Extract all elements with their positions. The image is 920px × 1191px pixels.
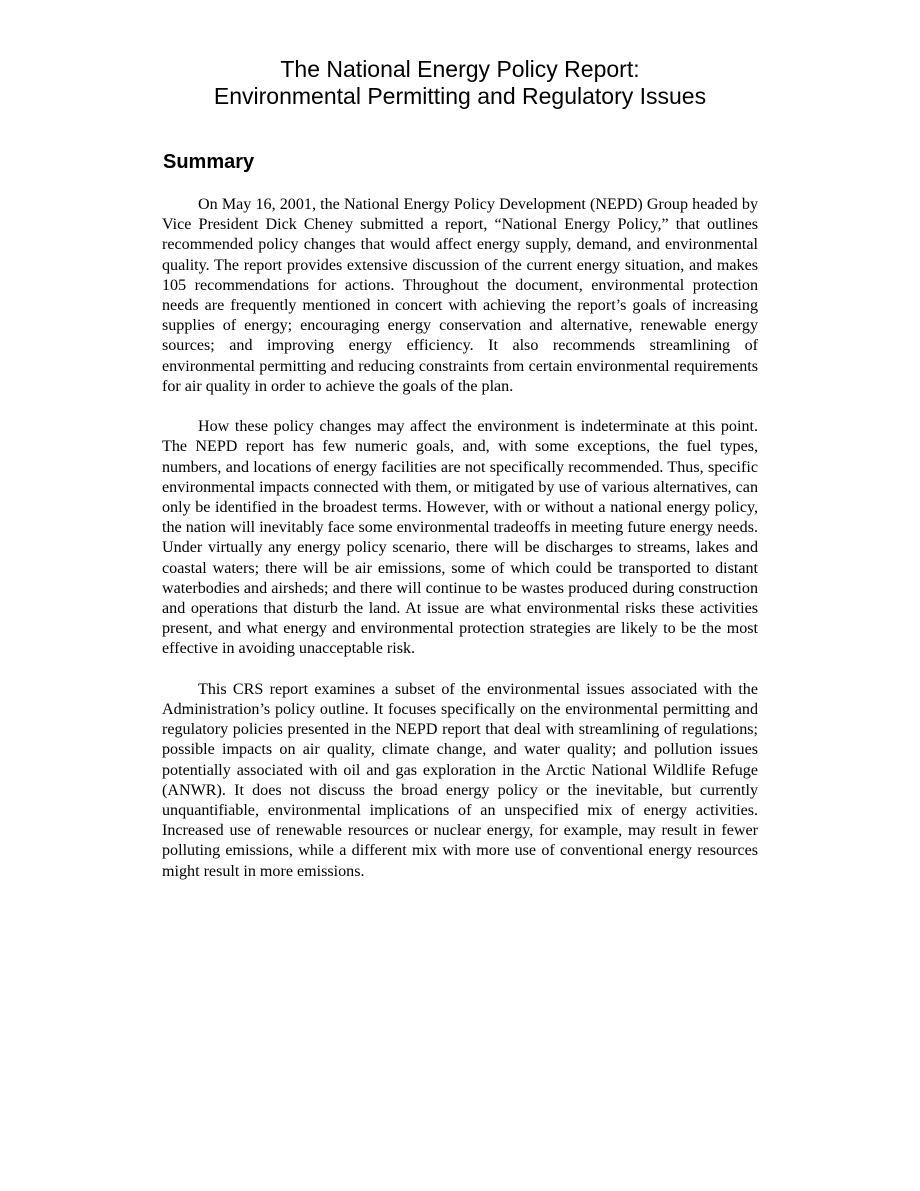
document-title: [0, 56, 920, 110]
paragraph-1: On May 16, 2001, the National Energy Policy Development (NEPD) Group headed by Vice President Dick Cheney submitted a report, “National Energy Policy,” that outlines recommended policy changes that would affect energy supply, demand, and environmental quality. The report provides extensive discussion of the current energy situation, and makes 105 recommendations for actions. Throughout the document, environmental protection needs are frequently mentioned in concert with achieving the report’s goals of increasing supplies of energy; encouraging energy conservation and alternative, renewable energy sources; and improving energy efficiency. It also recommends streamlining of environmental permitting and reducing constraints from certain environmental requirements for air quality in order to achieve the goals of the plan.: [162, 196, 758, 395]
title-line-2: Environmental Permitting and Regulatory Issues: [213, 83, 707, 109]
paragraph-2: How these policy changes may affect the environment is indeterminate at this point. The NEPD report has few numeric goals, and, with some exceptions, the fuel types, numbers, and locations of energy facilities are not specifically recommended. Thus, specific environmental impacts connected with them, or mitigated by use of various alternatives, can only be identified in the broadest terms. However, with or without a national energy policy, the nation will inevitably face some environmental tradeoffs in meeting future energy needs. Under virtually any energy policy scenario, there will be discharges to streams, lakes and coastal waters; there will be air emissions, some of which could be transported to distant waterbodies and airsheds; and there will continue to be wastes produced during construction and operations that disturb the land. At issue are what environmental risks these activities present, and what energy and environmental protection strategies are likely to be the most effective in avoiding unacceptable risk.: [162, 418, 758, 658]
paragraph-3: This CRS report examines a subset of the environmental issues associated with the Administration’s policy outline. It focuses specifically on the environmental permitting and regulatory policies presented in the NEPD report that deal with streamlining of regulations; possible impacts on air quality, climate change, and water quality; and pollution issues potentially associated with oil and gas exploration in the Arctic National Wildlife Refuge (ANWR). It does not discuss the broad energy policy or the inevitable, but currently unquantifiable, environmental implications of an unspecified mix of energy activities. Increased use of renewable resources or nuclear energy, for example, may result in fewer polluting emissions, while a different mix with more use of conventional energy resources might result in more emissions.: [162, 680, 758, 880]
summary-body: [162, 195, 758, 902]
title-line-1: The National Energy Policy Report:: [280, 56, 640, 82]
section-heading-summary: Summary: [163, 151, 255, 173]
